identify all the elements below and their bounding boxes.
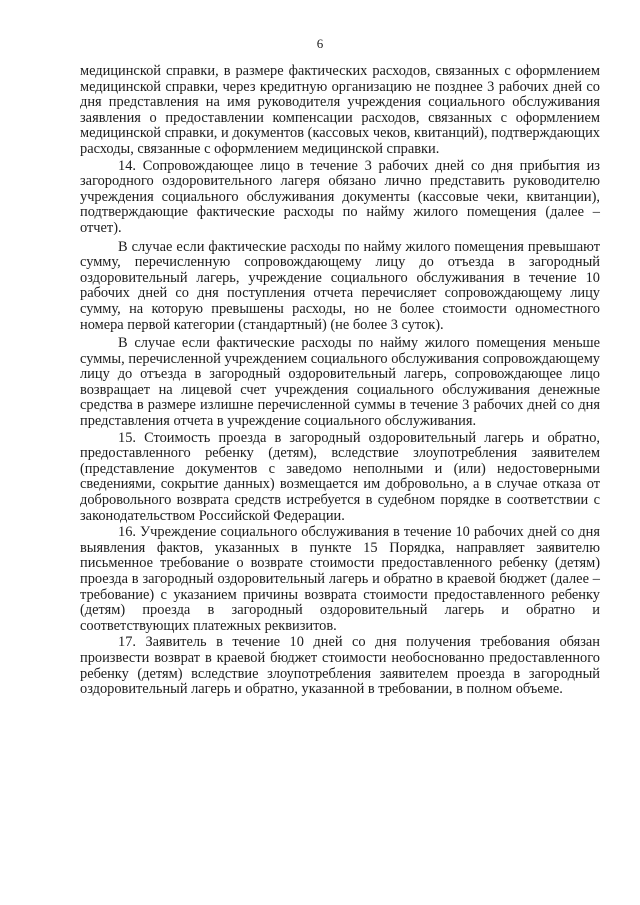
page-number: 6 <box>316 36 324 51</box>
paragraph-16: 16. Учреждение социального обслуживания в течение 10 рабочих дней со дня выявления фактов, указанных в пункте 15 Порядка, направляет заявителю письменное требование о возврате стоимости предоставленного ребенку (детям) проезда в загородный оздоровительный лагерь и обратно в краевой бюджет (далее – требование) с указанием причины возврата стоимости предоставленного ребенку (детям) проезда в загородный оздоровительный лагерь и обратно и соответствующих платежных реквизитов. <box>80 524 600 634</box>
paragraph-continuation: медицинской справки, в размере фактических расходов, связанных с оформлением медицинской справки, через кредитную организацию не позднее 3 рабочих дней со дня представления на имя руководителя учреждения социального обслуживания заявления о предоставлении компенсации расходов, связанных с оформлением медицинской справки, и документов (кассовых чеков, квитанций), подтверждающих расходы, связанные с оформлением медицинской справки. <box>80 63 600 157</box>
paragraph-17: 17. Заявитель в течение 10 дней со дня получения требования обязан произвести возврат в краевой бюджет стоимости необоснованно предоставленного ребенку (детям) вследствие злоупотребления заявителем проезда в загородный оздоровительный лагерь и обратно, указанной в требовании, в полном объеме. <box>80 634 600 698</box>
paragraph-14: 14. Сопровождающее лицо в течение 3 рабочих дней со дня прибытия из загородного оздоровительного лагеря обязано лично представить руководителю учреждения социального обслуживания документы (кассовые чеки, квитанции), подтверждающие фактические расходы по найму жилого помещения (далее – отчет). <box>80 157 600 236</box>
paragraph-15: 15. Стоимость проезда в загородный оздоровительный лагерь и обратно, предоставленного ребенку (детям), вследствие злоупотребления заявителем (представление документов с заведомо неполными и (или) недостоверными сведениями, сокрытие данных) возмещается им добровольно, а в случае отказа от добровольного возврата средств истребуется в судебном порядке в соответствии с законодательством Российской Федерации. <box>80 429 600 524</box>
paragraph-14-shortfall: В случае если фактические расходы по найму жилого помещения меньше суммы, перечисленной учреждением социального обслуживания сопровождающему лицу до отъезда в загородный оздоровительный лагерь, сопровождающее лицо возвращает на лицевой счет учреждения социального обслуживания денежные средства в размере излишне перечисленной суммы в течение 3 рабочих дней со дня представления отчета в учреждение социального обслуживания. <box>80 335 600 430</box>
document-body <box>80 64 600 699</box>
paragraph-14-excess: В случае если фактические расходы по найму жилого помещения превышают сумму, перечисленную сопровождающему лицу до отъезда в загородный оздоровительный лагерь, учреждение социального обслуживания в течение 10 рабочих дней со дня поступления отчета перечисляет сопровождающему лицу сумму, на которую превышены расходы, но не более стоимости одноместного номера первой категории (стандартный) (не более 3 суток). <box>80 238 600 333</box>
